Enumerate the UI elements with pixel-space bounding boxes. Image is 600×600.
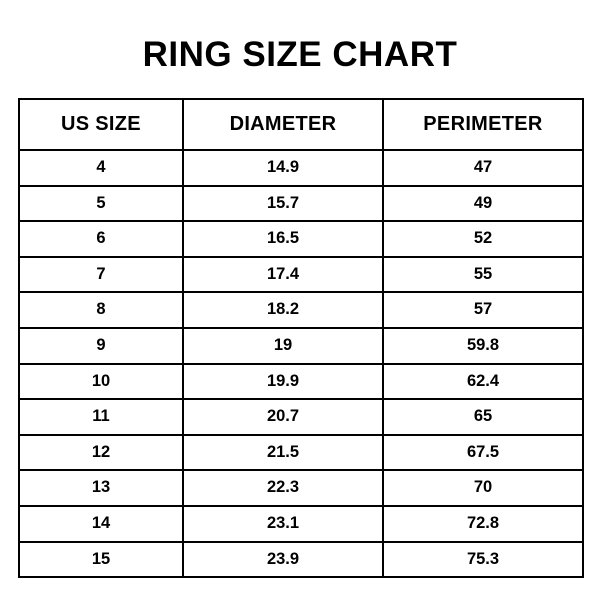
cell-us-size: 6	[19, 221, 183, 257]
table-header	[19, 99, 583, 150]
cell-perimeter: 72.8	[383, 506, 583, 542]
cell-diameter: 15.7	[183, 186, 383, 222]
cell-diameter: 19.9	[183, 364, 383, 400]
table-row	[19, 542, 583, 578]
table-row	[19, 186, 583, 222]
column-header-perimeter: PERIMETER	[383, 99, 583, 150]
cell-us-size: 7	[19, 257, 183, 293]
cell-us-size: 9	[19, 328, 183, 364]
table-row	[19, 150, 583, 186]
table-row	[19, 221, 583, 257]
cell-diameter: 16.5	[183, 221, 383, 257]
table-row	[19, 257, 583, 293]
cell-diameter: 14.9	[183, 150, 383, 186]
cell-diameter: 21.5	[183, 435, 383, 471]
table-row	[19, 506, 583, 542]
table-row	[19, 470, 583, 506]
cell-us-size: 8	[19, 292, 183, 328]
cell-diameter: 23.1	[183, 506, 383, 542]
page-title: RING SIZE CHART	[142, 35, 458, 74]
cell-perimeter: 67.5	[383, 435, 583, 471]
cell-us-size: 10	[19, 364, 183, 400]
cell-us-size: 13	[19, 470, 183, 506]
table-row	[19, 328, 583, 364]
table-row	[19, 435, 583, 471]
table-row	[19, 364, 583, 400]
cell-perimeter: 75.3	[383, 542, 583, 578]
cell-us-size: 15	[19, 542, 183, 578]
cell-perimeter: 62.4	[383, 364, 583, 400]
cell-perimeter: 65	[383, 399, 583, 435]
table-row	[19, 292, 583, 328]
cell-perimeter: 57	[383, 292, 583, 328]
cell-us-size: 11	[19, 399, 183, 435]
cell-diameter: 20.7	[183, 399, 383, 435]
cell-diameter: 22.3	[183, 470, 383, 506]
cell-us-size: 4	[19, 150, 183, 186]
cell-diameter: 23.9	[183, 542, 383, 578]
cell-diameter: 17.4	[183, 257, 383, 293]
cell-perimeter: 47	[383, 150, 583, 186]
cell-diameter: 18.2	[183, 292, 383, 328]
cell-us-size: 14	[19, 506, 183, 542]
table-row	[19, 399, 583, 435]
table-body	[19, 150, 583, 577]
ring-size-table	[18, 98, 584, 578]
cell-perimeter: 70	[383, 470, 583, 506]
table-header-row	[19, 99, 583, 150]
cell-us-size: 5	[19, 186, 183, 222]
column-header-us-size: US SIZE	[19, 99, 183, 150]
column-header-diameter: DIAMETER	[183, 99, 383, 150]
size-chart-container	[18, 98, 582, 578]
cell-perimeter: 52	[383, 221, 583, 257]
cell-perimeter: 49	[383, 186, 583, 222]
cell-perimeter: 59.8	[383, 328, 583, 364]
cell-perimeter: 55	[383, 257, 583, 293]
cell-diameter: 19	[183, 328, 383, 364]
cell-us-size: 12	[19, 435, 183, 471]
